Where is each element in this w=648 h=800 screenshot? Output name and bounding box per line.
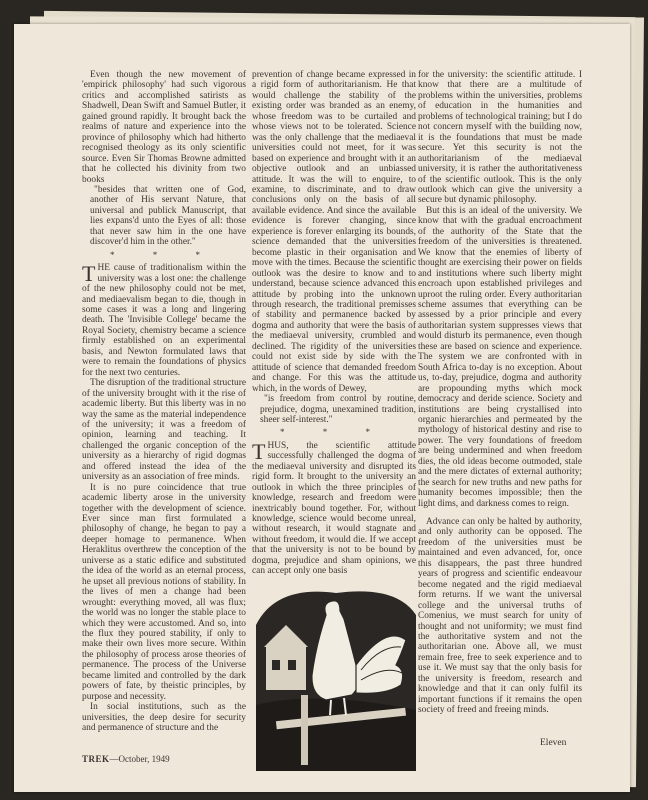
section-paragraph [252, 438, 416, 577]
paragraph: Advance can only be halted by authority, and only authority can be opposed. The freedom of the universities must be maintained and even advanced, for, once this disappears, the past three hundred years of progress and scientific endeavour become negated and the rigid mediaeval form returns. If we want the universal college and the universal truths of Comenius, we must search for unity of thought and not uniformity; we must find the authoritative system and not the authoritarian one. Above all, we must remain free, free to seek experience and to use it. We must say that the only basis for the university is freedom, research and knowledge and that it can only fulfil its important functions if it remains the open society of freed and freeing minds. [418, 517, 582, 716]
magazine-name: TREK [82, 754, 110, 764]
page-number: Eleven [540, 738, 567, 748]
middle-column [252, 70, 416, 771]
section-text: HE cause of traditionalism within the university was a lost one: the challenge of the new philosophy could not be met, and mediaevalism began to die, though in some cases it was a long and lingering death. The 'Invisible College' became the Royal Society, chemistry became a science firmly established on an experimental basis, and Newton formulated laws that were to remain the foundations of physics for the next two centuries. [82, 263, 246, 378]
paragraph: In social institutions, such as the universities, the deep desire for security and permanence of structure and the [82, 702, 246, 734]
paragraph: Even though the new movement of 'empirick philosophy' had such vigorous critics and accomplished satirists as Shadwell, Dean Swift and Samuel Butler, it gained ground rapidly. It brought back the realms of nature and experience into the province of philosophy which had hitherto recognised theology as its only scientific source. Even Sir Thomas Browne admitted that he collected his divinity from two books [82, 70, 246, 185]
rooster-woodcut-illustration [256, 585, 416, 771]
drop-cap: T [252, 438, 266, 464]
section-divider: * * * [280, 427, 388, 438]
paragraph: It is no pure coincidence that true academic liberty arose in the university together with the development of science. Ever since man first formulated a philosophy of change, he began to pay a deeper homage to permanence. When Heraklitus overthrew the conception of the universe as a static edifice and substituted the idea of the world as an eternal process, he upset all previous notions of stability. In the lives of men a change had been wrought: everything moved, all was flux; the world was no longer the stable place to which they were accustomed. And so, into the flux they poured stability, if only to make their own lives more secure. Within the philosophy of process arose theories of permanence. The process of the Universe became limited and controlled by the dark powers of fate, by theistic principles, by purpose and necessity. [82, 482, 246, 702]
quote-dewey: "is freedom from control by routine, prejudice, dogma, unexamined tradition, sheer self-interest." [260, 394, 416, 425]
paragraph: for the university: the scientific attitude. I know that there are a multitude of problems within the universities, problems of education in the humanities and problems of technological training; but I do not concern myself with the building now, it is the foundations that must be made secure. Yet this security is not the authoritarianism of the mediaeval university, it is rather the authoritativeness of the scientific outlook. This is the only outlook which can give the university a secure but dynamic philosophy. [418, 70, 582, 206]
left-column [82, 70, 246, 734]
paragraph: The disruption of the traditional structure of the university brought with it the rise of academic liberty. But this liberty was in no way the same as the material independence of the university; it was a freedom of opinion, learning and teaching. It challenged the organic conception of the university as a hierarchy of rigid dogmas and offered instead the idea of the university as an association of free minds. [82, 378, 246, 483]
section-text: HUS, the scientific attitude successfully challenged the dogma of the mediaeval university and disrupted its rigid form. It brought to the university an outlook in which the three principles of knowledge, research and freedom were inextricably bound together. For, without knowledge, science would become unreal, without research, it would stagnate and without freedom, it would die. If we accept that the university is not to be bound by dogma, prejudice and sham opinions, we can accept only one basis [252, 440, 416, 577]
paragraph: prevention of change became expressed in a rigid form of authoritarianism. He that would challenge the stability of the existing order was branded as an enemy, whose freedom was to be curtailed and whose views not to be tolerated. Science was the only challenge that the mediaeval universities could not meet, for it was based on experience and brought with it an objective outlook and an unbiassed attitude. It was the will to enquire, to examine, to discriminate, and to draw conclusions only on the basis of all available evidence. And since the available evidence is forever changing, since experience is forever enlarging its bounds, science demanded that the universities become plastic in their organisation and move with the times. Because the scientific outlook was the desire to know and to understand, because science advanced this attitude by probing into the unknown through research, the traditional premisses of stability and permanence backed by dogma and authority that were the basis of the mediaeval university, crumbled and declined. The rigidity of the universities could not exist side by side with the attitude of science that demanded freedom and change. For this was the attitude which, in the words of Dewey, [252, 70, 416, 394]
drop-cap: T [82, 261, 96, 287]
section-paragraph [82, 263, 246, 378]
magazine-page [14, 24, 630, 792]
paragraph: But this is an ideal of the university. We know that with the gradual encroachment of the authority of the State that the freedom of the universities is threatened. We know that the enemies of liberty of thought are exercising their power on fields and institutions where such liberty might encroach upon established privileges and uproot the ruling order. Every authoritarian scheme assumes that everything can be assessed by a prior principle and every authoritarian system suppresses views that would disturb its permanence, even though these are based on science and experience. The system we are confronted with in South Africa to-day is no exception. About us, to-day, prejudice, dogma and authority are propounding myths which mock democracy and deride science. Society and institutions are being crystallised into organic hierarchies and permeated by the mythology of historical destiny and rise to power. The very foundations of freedom are being undermined and when freedom dies, the old ideas become outmoded, stale and the mere dictates of external authority; the search for new truths and new paths for humanity becomes impossible; then the light dims, and darkness comes to reign. [418, 205, 582, 509]
right-column [418, 70, 582, 716]
issue-date: —October, 1949 [109, 754, 170, 764]
section-divider: * * * [110, 249, 218, 260]
quote-browne: "besides that written one of God, another of His servant Nature, that universal and publick Manuscript, that lies expans'd unto the Eyes of all: those that never saw him in the one have discover'd him in the other." [90, 184, 246, 248]
footer-issue [82, 754, 170, 764]
